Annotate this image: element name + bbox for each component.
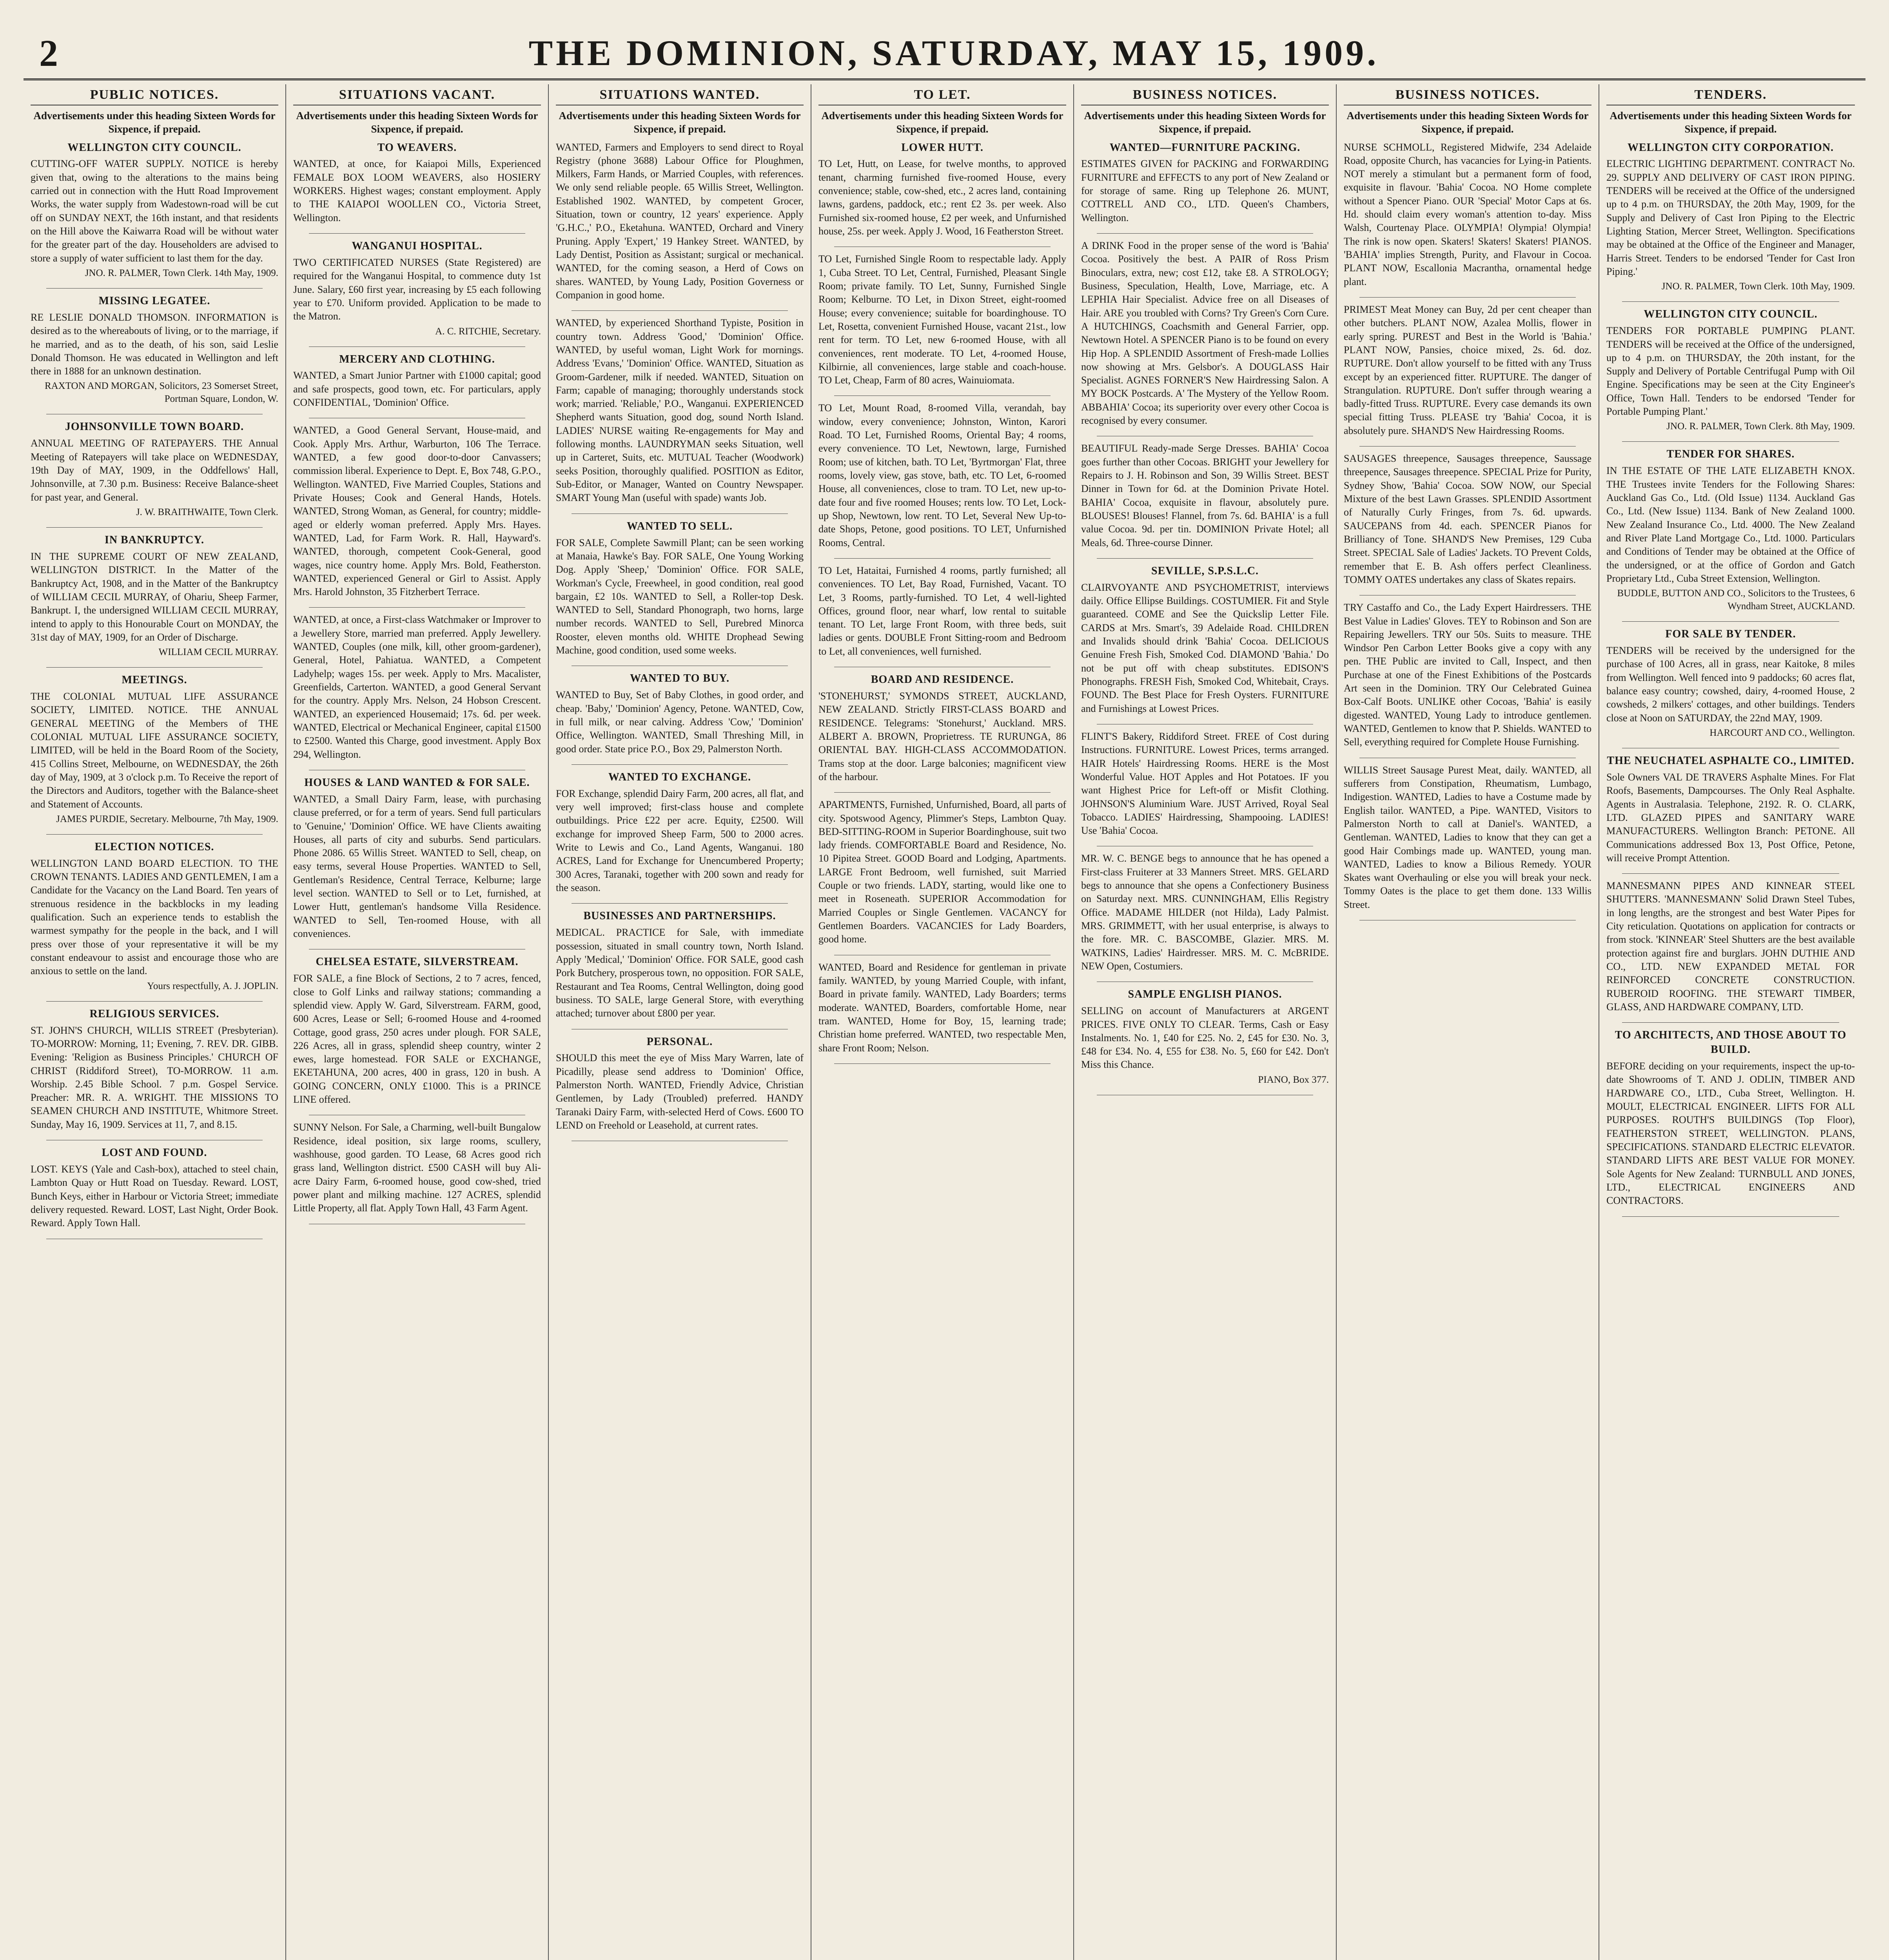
advertisement-signature: JNO. R. PALMER, Town Clerk. 14th May, 1909.: [85, 267, 278, 278]
advertisement: [1606, 754, 1855, 865]
advertisement-heading: WANTED TO EXCHANGE.: [608, 771, 751, 783]
advertisement-body: THE COLONIAL MUTUAL LIFE ASSURANCE SOCIETY, LIMITED. NOTICE. THE ANNUAL GENERAL MEETING of the Members of THE COLONIAL MUTUAL LIFE ASSURANCE SOCIETY, LIMITED, will be held in the Board Room of the Society, 415 Collins Street, Melbourne, on WEDNESDAY, the 26th day of May, 1909, at 3 o'clock p.m. To Receive the report of the Directors and Auditors, together with the Balance-sheet and Statement of Accounts.: [31, 691, 278, 810]
advertisement: [31, 533, 278, 659]
advertisement-signature: BUDDLE, BUTTON AND CO., Solicitors to the Trustees, 6 Wyndham Street, AUCKLAND.: [1617, 588, 1855, 612]
advertisement: [293, 141, 541, 225]
advertisement-body: Sole Owners VAL DE TRAVERS Asphalte Mines. For Flat Roofs, Basements, Dampcourses. The Only Real Asphalte. Agents in Australasia. Telephone, 2192. R. O. CLARK, LTD. GLAZED PIPES and SANITARY WARE MANUFACTURERS. Wellington Branch: PETONE. All Communications addressed Box 13, Post Office, Petone, will receive Prompt Attention.: [1606, 771, 1855, 864]
rate-notice: Advertisements under this heading Sixteen Words for Sixpence, if prepaid.: [1346, 110, 1589, 135]
advertisement: [1606, 627, 1855, 739]
advertisement: [1606, 1028, 1855, 1207]
separator-rule: [1622, 301, 1839, 302]
advertisement-body: TO Let, Mount Road, 8-roomed Villa, verandah, bay window, every convenience; Johnston, Winton, Karori Road. TO Let, Furnished Rooms, Oriental Bay; 4 rooms, every convenience. TO Let, Newtown, large, Furnished Room; use of kitchen, bath. TO Let, 'Byrtmorgan' Flat, three rooms, lovely view, gas stove, bath, etc. TO Let, 6-roomed House, all conveniences, close to tram. TO Let, new up-to-date four and five roomed Houses; rents low. TO Let, Lock-up Shop, Newtown, low rent. TO Let, Several New Up-to-date Shops, Petone, good positions. TO LET, Unfurnished Rooms, Central.: [818, 402, 1066, 548]
advertisement-body: SUNNY Nelson. For Sale, a Charming, well-built Bungalow Residence, ideal position, six large rooms, scullery, washhouse, good garden. TO Lease, 68 Acres good rich grass land, Wellington district. £500 CASH will buy Ali-acre Dairy Farm, 6-roomed house, good cow-shed, tried power plant and milking machine. 127 ACRES, splendid Little Property, all flat. Apply Town Hall, 43 Farm Agent.: [293, 1122, 541, 1214]
advertisement: [818, 252, 1066, 387]
advertisement-body: MEDICAL. PRACTICE for Sale, with immediate possession, situated in small country town, North Island. Apply 'Medical,' 'Dominion' Office. FOR SALE, good cash Pork Butchery, prosperous town, no opposition. FOR SALE, Restaurant and Tea Rooms, Central Wellington, doing good business. TO SALE, large General Store, with everything attached; turnover about £800 per year.: [556, 927, 804, 1019]
column-heading: SITUATIONS VACANT.: [293, 84, 541, 105]
advertisement: [1344, 764, 1591, 911]
advertisement-body: WANTED, at once, for Kaiapoi Mills, Experienced FEMALE BOX LOOM WEAVERS, also HOSIERY WORKERS. Highest wages; constant employment. Apply to THE KAIAPOI WOOLLEN CO., Victoria Street, Wellington.: [293, 158, 541, 223]
advertisement-body: WANTED, a Small Dairy Farm, lease, with purchasing clause preferred, or for a term of years. Send full particulars to 'Genuine,' 'Dominion' Office. WE have Clients awaiting Houses, all parts of city and suburbs. Send particulars. Phone 2086. 65 Willis Street. WANTED to Sell, cheap, on easy terms, several House Properties. WANTED to Sell, Gentleman's Residence, Central Terrace, Kelburne; large level section. WANTED to Sell or to Let, furnished, at Lower Hutt, gentleman's handsome Villa Residence. WANTED to Sell, Ten-roomed House, with all conveniences.: [293, 793, 541, 939]
separator-rule: [46, 527, 263, 528]
advertisement: [31, 673, 278, 826]
advertisement: [1081, 141, 1329, 225]
advertisement-body: WILLIS Street Sausage Purest Meat, daily. WANTED, all sufferers from Constipation, Rheumatism, Lumbago, Indigestion. WANTED, Ladies to have a Costume made by English tailor. WANTED, a Pipe. WANTED, Visitors to Palmerston North to call at Daniel's. WANTED, a Gentleman. WANTED, Ladies to know that they can get a good Hair Combings made up. WANTED, young man. WANTED, Ladies to know a Bilious Remedy. YOUR Skates want Overhauling or else you will break your neck. Tommy Oates is the place to get them done. 133 Willis Street.: [1344, 764, 1591, 910]
advertisement-body: FLINT'S Bakery, Riddiford Street. FREE of Cost during Instructions. FURNITURE. Lowest Prices, terms arranged. HAIR Hotels' Hairdressing Rooms. HERE is the Most Wonderful Value. HOT Apples and Hot Potatoes. IF you want Highest Price for Left-off or Misfit Clothing. JOHNSON'S Aluminium Ware. JUST Arrived, Royal Seal Tobacco. LADIES' Hairdressing, Shampooing. LADIES! Use 'Bahia' Cocoa.: [1081, 730, 1329, 837]
page-number: 2: [39, 32, 58, 74]
advertisement-signature: A. C. RITCHIE, Secretary.: [435, 326, 541, 337]
advertisement-body: SELLING on account of Manufacturers at ARGENT PRICES. FIVE ONLY TO CLEAR. Terms, Cash or Easy Instalments. No. 1, £40 for £25. No. 2, £45 for £30. No. 3, £48 for £34. No. 4, £55 for £38. No. 5, £60 for £42. Don't Miss this Chance.: [1081, 1005, 1329, 1071]
advertisement-body: WANTED to Buy, Set of Baby Clothes, in good order, and cheap. 'Baby,' 'Dominion' Agency, Petone. WANTED, Cow, in full milk, or near calving. Address 'Cow,' 'Dominion' Office, Wellington. WANTED, Small Threshing Mill, in good order. State price P.O., Box 29, Palmerston North.: [556, 689, 804, 755]
advertisement-body: FOR Exchange, splendid Dairy Farm, 200 acres, all flat, and very well improved; first-class house and complete outbuildings. Price £22 per acre. Equity, £2500. Will exchange for improved Sheep Farm, 500 to 2000 acres. Write to Lewis and Co., Land Agents, Wanganui. 180 ACRES, Land for Exchange for Unencumbered Property; 300 Acres, Taranaki, together with 200 sown and ready for the season.: [556, 788, 804, 894]
advertisement-signature: Yours respectfully, A. J. JOPLIN.: [147, 980, 278, 991]
advertisement: [293, 352, 541, 410]
separator-rule: [1359, 297, 1576, 298]
advertisement-body: WANTED, Farmers and Employers to send direct to Royal Registry (phone 3688) Labour Office for Ploughmen, Milkers, Farm Hands, or Married Couples, with references. We only send reliable people. 65 Willis Street, Wellington. Established 1902. WANTED, by competent Grocer, Situation, town or country, 12 years' experience. Apply 'G.H.C.,' P.O., Eketahuna. WANTED, Orchard and Vinery Pruning. Apply 'Expert,' 19 Hankey Street. WANTED, by Lady Dentist, Position as Assistant; surgical or mechanical. WANTED, for the coming season, a Herd of Cows on shares. WANTED, by Young Lady, Position Governess or Companion in good home.: [556, 141, 804, 301]
advertisement: [818, 141, 1066, 238]
advertisement: [1344, 452, 1591, 586]
advertisement-signature: PIANO, Box 377.: [1258, 1074, 1329, 1085]
advertisement: [818, 564, 1066, 658]
advertisement: [293, 424, 541, 599]
advertisement-heading: LOWER HUTT.: [901, 141, 984, 154]
advertisement-body: TENDERS will be received by the undersigned for the purchase of 100 Acres, all in grass, near Kaitoke, 8 miles from Wellington. Well fenced into 9 paddocks; 60 acres flat, balance easy country; cowshed, dairy, 4-roomed House, 2 cowsheds, 2 milkers' cottages, and other buildings. Tenders close at Noon on SATURDAY, the 22nd MAY, 1909.: [1606, 645, 1855, 724]
advertisement-body: ANNUAL MEETING OF RATEPAYERS. THE Annual Meeting of Ratepayers will take place on WEDNESDAY, 19th Day of MAY, 1909, in the Oddfellows' Hall, Johnsonville, at 7.30 p.m. Business: Receive Balance-sheet for past year, and General.: [31, 437, 278, 503]
separator-rule: [1622, 1022, 1839, 1023]
advertisement-body: SHOULD this meet the eye of Miss Mary Warren, late of Picadilly, please send address to 'Dominion' Office, Palmerston North. WANTED, Friendly Advice, Christian Gentlemen, by Lady (Troubled) preferred. HANDY Taranaki Dairy Farm, with-selected Herd of Cows. £600 TO LEND on Freehold or Leasehold, at current rates.: [556, 1052, 804, 1131]
advertisement-body: FOR SALE, a fine Block of Sections, 2 to 7 acres, fenced, close to Golf Links and railway stations; commanding a splendid view. Apply W. Gard, Silverstream. FARM, good, 600 Acres, Lease or Sell; 6-roomed House and 4-roomed Cottage, good grass, 250 acres under plough. FOR SALE, 226 Acres, all in grass, splendid sheep country, winter 2 ewes, large homestead. FOR SALE or EXCHANGE, EKETAHUNA, 200 acres, 400 in grass, 120 in bush. A GOING CONCERN, ONLY £1000. This is a PRINCE LINE offered.: [293, 973, 541, 1105]
advertisement: [31, 141, 278, 279]
advertisement-heading: WELLINGTON CITY CORPORATION.: [1627, 141, 1834, 154]
advertisement-heading: LOST AND FOUND.: [102, 1147, 207, 1159]
advertisement: [1344, 141, 1591, 289]
column-2: [286, 84, 549, 1960]
advertisement: [1606, 307, 1855, 433]
advertisement-body: RE LESLIE DONALD THOMSON. INFORMATION is desired as to the whereabouts of living, or to the marriage, if he married, and as to the death, of his son, said Leslie Donald Thomson. He was educated in Wellington and left there in 1888 for an unknown destination.: [31, 311, 278, 377]
advertisement: [1606, 879, 1855, 1014]
column-container: [24, 84, 1865, 1960]
advertisement: [818, 401, 1066, 549]
column-6: [1337, 84, 1599, 1960]
advertisement-body: FOR SALE, Complete Sawmill Plant; can be seen working at Manaia, Hawke's Bay. FOR SALE, One Young Working Dog. Apply 'Sheep,' 'Dominion' Office. FOR SALE, Workman's Cycle, Freewheel, in good condition, real good bargain, £2 10s. WANTED to Sell, a Roller-top Desk. WANTED to Sell, Standard Phonograph, two horns, large number records. WANTED to Sell, Purebred Minorca Rooster, eleven months old. WHITE Drophead Sewing Machine, good condition, used some weeks.: [556, 537, 804, 656]
rate-notice: Advertisements under this heading Sixteen Words for Sixpence, if prepaid.: [296, 110, 538, 135]
advertisement-heading: TO ARCHITECTS, AND THOSE ABOUT TO BUILD.: [1615, 1029, 1847, 1056]
advertisement: [293, 1121, 541, 1215]
column-4: [811, 84, 1074, 1960]
advertisement-heading: WANTED TO BUY.: [630, 672, 729, 685]
separator-rule: [46, 667, 263, 668]
advertisement-signature: JAMES PURDIE, Secretary. Melbourne, 7th May, 1909.: [56, 813, 278, 824]
advertisement: [556, 1035, 804, 1132]
advertisement: [293, 955, 541, 1106]
advertisement-heading: MERCERY AND CLOTHING.: [339, 353, 495, 365]
rate-notice: Advertisements under this heading Sixteen Words for Sixpence, if prepaid.: [559, 110, 801, 135]
advertisement-body: NURSE SCHMOLL, Registered Midwife, 234 Adelaide Road, opposite Church, has vacancies for Lying-in Patients. NOT merely a stimulant but a permanent form of food, exquisite in flavour. 'Bahia' Cocoa. NO Home complete without a Spencer Piano. OUR 'Special' Motor Caps at 6s. Hd. should claim every woman's attention to-day. Miss Walsh, Courtenay Place. OLYMPIA! Olympia! Olympia! The rink is now open. Skaters! Skaters! Skaters! PIANOS. 'BAHIA' implies Strength, Purity, and Flavour in Cocoa. PLANT NOW, Escallonia Macrantha, ornamental hedge plant.: [1344, 141, 1591, 287]
advertisement-signature: HARCOURT AND CO., Wellington.: [1709, 728, 1855, 738]
advertisement: [556, 316, 804, 505]
advertisement-heading: MEETINGS.: [122, 674, 187, 686]
advertisement-heading: RELIGIOUS SERVICES.: [89, 1007, 220, 1020]
advertisement-body: CLAIRVOYANTE AND PSYCHOMETRIST, interviews daily. Office Ellipse Buildings. COSTUMIER. Fit and Style guaranteed. COME and See the Quickslip Letter File. CARDS at Mrs. Smart's, 39 Adelaide Road. CHILDREN and Invalids should drink 'Bahia' Cocoa. DELICIOUS Genuine Fresh Fish, Smoked Cod. DIAMOND 'Bahia.' Do not be put off with cheap substitutes. EDISON'S Phonographs. FRESH Fish, Smoked Cod, Whitebait, Crays. FOUND. The Best Place for Fresh Oysters. FURNITURE and Furnishings at Lowest Prices.: [1081, 581, 1329, 714]
advertisement-signature: WILLIAM CECIL MURRAY.: [158, 647, 278, 658]
advertisement-body: PRIMEST Meat Money can Buy, 2d per cent cheaper than other butchers. PLANT NOW, Azalea Mollis, flower in early spring. PUREST and Best in the World is 'Bahia.' PLANT NOW, Pansies, choice mixed, 2s. 6d. doz. RUPTURE. Don't allow yourself to be fitted with any Truss except by an experienced fitter. RUPTURE. The danger of Strangulation. RUPTURE. Don't suffer through wearing a badly-fitted Truss. RUPTURE. Every case demands its own special fitting Truss. PLEASE try 'Bahia' Cocoa, it is absolutely pure. SHAND'S New Hairdressing Rooms.: [1344, 303, 1591, 436]
column-7: [1599, 84, 1862, 1960]
advertisement: [818, 798, 1066, 946]
rate-notice: Advertisements under this heading Sixteen Words for Sixpence, if prepaid.: [1610, 110, 1852, 135]
advertisement-body: IN THE SUPREME COURT OF NEW ZEALAND, WELLINGTON DISTRICT. In the Matter of the Bankruptcy Act, 1908, and in the Matter of the Bankruptcy of WILLIAM CECIL MURRAY, of Ohariu, Sheep Farmer, Bankrupt. I, the undersigned WILLIAM CECIL MURRAY, intend to apply to this Honourable Court on MONDAY, the 31st day of MAY, 1909, for an Order of Discharge.: [31, 550, 278, 643]
advertisement-signature: RAXTON AND MORGAN, Solicitors, 23 Somerset Street, Portman Square, London, W.: [44, 381, 278, 405]
advertisement-body: ELECTRIC LIGHTING DEPARTMENT. CONTRACT No. 29. SUPPLY AND DELIVERY OF CAST IRON PIPING. TENDERS will be received at the Office of the undersigned up to 4 p.m. on THURSDAY, the 20th May, 1909, for the Supply and Delivery of Cast Iron Piping to the Electric Lighting Station, Mercer Street, Wellington. Specifications may be obtained at the Office of the Engineer and Manager, Harris Street. Tenders to be endorsed 'Tender for Cast Iron Piping.': [1606, 158, 1855, 277]
advertisement-body: ST. JOHN'S CHURCH, WILLIS STREET (Presbyterian). TO-MORROW: Morning, 11; Evening, 7. REV. DR. GIBB. Evening: 'Religion as Business Principles.' CHURCH OF CHRIST (Riddiford Street), TO-MORROW. 11 a.m. Worship. 2.45 Bible School. 7 p.m. Gospel Service. Preacher: MR. R. A. WRIGHT. THE MISSIONS TO SEAMEN CHURCH AND INSTITUTE, Whitmore Street. Sunday, May 16, 1909. Services at 11, 7, and 8.15.: [31, 1024, 278, 1130]
rate-notice: Advertisements under this heading Sixteen Words for Sixpence, if prepaid.: [821, 110, 1063, 135]
column-heading: TENDERS.: [1606, 84, 1855, 105]
separator-rule: [46, 834, 263, 835]
advertisement: [31, 294, 278, 406]
masthead: [24, 27, 1865, 80]
advertisement-heading: BUSINESSES AND PARTNERSHIPS.: [583, 910, 776, 922]
advertisement: [1081, 730, 1329, 838]
separator-rule: [1097, 233, 1313, 234]
separator-rule: [834, 558, 1051, 559]
advertisement: [1081, 442, 1329, 550]
separator-rule: [1622, 873, 1839, 874]
advertisement-body: WANTED, Board and Residence for gentleman in private family. WANTED, by young Married Couple, with infant, Board in private family. WANTED, Lady Boarders; terms moderate. WANTED, Boarders, comfortable Home, near tram. WANTED, Home for Boy, 15, learning trade; Christian home preferred. WANTED, two respectable Men, share Front Room; Nelson.: [818, 961, 1066, 1054]
advertisement: [1344, 601, 1591, 749]
advertisement-body: A DRINK Food in the proper sense of the word is 'Bahia' Cocoa. Positively the best. A PAIR of Ross Prism Binoculars, extra, new; cost £12, take £8. A STROLOGY; Business, Speculation, Health, Love, Marriage, etc. A LEPHIA Hair Specialist. Advice free on all Diseases of Hair. ARE you troubled with Corns? Try Green's Corn Cure. A HUTCHINGS, Coachsmith and General Farrier, opp. Newtown Hotel. A SPENCER Piano is to be found on every Hip Hop. A SPLENDID Assortment of Fresh-made Lollies now showing at Mrs. Gelsbor's. A DOUGLASS Hair Specialist. AGNES FORNER'S New Hairdressing Salon. A MY BOCK Postcards. A' The Mystery of the Yellow Room. ABBAHIA' Cocoa; its superiority over every other Cocoa is recognised by every consumer.: [1081, 240, 1329, 426]
advertisement: [1081, 987, 1329, 1086]
advertisement: [556, 141, 804, 302]
advertisement-body: LOST. KEYS (Yale and Cash-box), attached to steel chain, Lambton Quay or Hutt Road on Tuesday. Reward. LOST, Bunch Keys, either in Harbour or Victoria Street; immediate delivery requested. Reward. LOST, Last Night, Order Book. Reward. Apply Town Hall.: [31, 1163, 278, 1229]
advertisement: [293, 613, 541, 761]
separator-rule: [46, 288, 263, 289]
advertisement-body: IN THE ESTATE OF THE LATE ELIZABETH KNOX. THE Trustees invite Tenders for the Following Shares: Auckland Gas Co., Ltd. (Old Issue) 1134. Auckland Gas Co., Ltd. (New Issue) 1134. Bank of New Zealand 1000. New Zealand Insurance Co., Ltd. 4000. The New Zealand and River Plate Land Mortgage Co., Ltd. 1000. Particulars and Conditions of Tender may be obtained at the Office of the undersigned, or at the office of Gordon and Gatch Proprietary Ltd., Cuba Street Extension, Wellington.: [1606, 465, 1855, 584]
advertisement-heading: MISSING LEGATEE.: [98, 294, 210, 307]
advertisement-heading: WANGANUI HOSPITAL.: [352, 240, 483, 252]
advertisement-heading: THE NEUCHATEL ASPHALTE CO., LIMITED.: [1607, 755, 1855, 767]
separator-rule: [572, 310, 788, 311]
advertisement-body: CUTTING-OFF WATER SUPPLY. NOTICE is hereby given that, owing to the alterations to the mains being carried out in connection with the Hutt Road Improvement Works, the water supply from Wadestown-road will be cut off on SUNDAY NEXT, the 16th instant, and that residents on the Hill above the Kaiwarra Road will be without water for the greater part of the day. Householders are advised to store a supply of water sufficient to last them for the day.: [31, 158, 278, 264]
advertisement-heading: IN BANKRUPTCY.: [104, 534, 205, 546]
advertisement-body: WANTED, a Good General Servant, House-maid, and Cook. Apply Mrs. Arthur, Warburton, 106 The Terrace. WANTED, a few good door-to-door Canvassers; commission liberal. Experience to Dept. E, Box 748, G.P.O., Wellington. WANTED, Five Married Couples, Stations and Private Houses; Cook and General Hands, Hotels. WANTED, Strong Woman, as General, for country; middle-aged or elderly woman preferred. Apply Mrs. Hayes. WANTED, Lad, for Farm Work. R. Hall, Hayward's. WANTED, thorough, competent Cook-General, good wages, nice country home. Apply Mrs. Bold, Featherston. WANTED, experienced General or Girl to Assist. Apply Mrs. Harold Johnston, 35 Fitzherbert Terrace.: [293, 425, 541, 598]
advertisement: [31, 1146, 278, 1230]
advertisement-body: MR. W. C. BENGE begs to announce that he has opened a First-class Fruiterer at 33 Manners Street. MRS. GELARD begs to announce that she opens a Confectionery Business on Saturday next. MRS. CUNNINGHAM, Ellis Registry Office. MADAME HILDER (not Hilda), Lady Palmist. MRS. GRIMMETT, with her usual enterprise, is always to the fore. MR. C. BASCOMBE, Glazier. MRS. M. WATKINS, Ladies' Hairdresser. MRS. M. C. McBRIDE. NEW Open, Costumiers.: [1081, 853, 1329, 972]
newspaper-title: THE DOMINION, SATURDAY, MAY 15, 1909.: [528, 33, 1379, 73]
advertisement-signature: JNO. R. PALMER, Town Clerk. 8th May, 1909.: [1666, 421, 1855, 432]
separator-rule: [1622, 1216, 1839, 1217]
column-heading: BUSINESS NOTICES.: [1344, 84, 1591, 105]
advertisement: [1081, 564, 1329, 715]
advertisement-heading: SEVILLE, S.P.S.L.C.: [1151, 564, 1259, 577]
advertisement: [556, 519, 804, 657]
advertisement-body: SAUSAGES threepence, Sausages threepence, Saussage threepence, Sausages threepence. SPECIAL Prize for Purity, Sydney Show, 'Bahia' Cocoa. SOW NOW, our Special Mixture of the best Lawn Grasses. SPLENDID Assortment of Naturally Curly Fringes, from 7s. 6d. upwards. SAUCEPANS from 4d. each. SPENCER Pianos for Brilliancy of Tone. SHAND'S New Premises, 129 Cuba Street. SPECIAL Sale of Ladies' Jackets. TO Prevent Colds, remember that E. B. Ash offers perfect Cleanliness. TOMMY OATES undertakes any class of Skates repairs.: [1344, 453, 1591, 585]
advertisement-body: TENDERS FOR PORTABLE PUMPING PLANT. TENDERS will be received at the Office of the undersigned, up to 4 p.m. on THURSDAY, the 20th instant, for the Supply and Delivery of Portable Centrifugal Pump with Oil Engine. Specifications may be seen at the City Engineer's Office, Town Hall. Tenders to be endorsed 'Tender for Portable Pumping Plant.': [1606, 325, 1855, 417]
advertisement-body: TO Let, Hutt, on Lease, for twelve months, to approved tenant, charming furnished five-roomed House, every convenience; stable, cow-shed, etc., 2 acres land, containing lawns, gardens, paddock, etc.; rent £2 3s. per week. Also Furnished six-roomed house, £2 per week, and Unfurnished house, 25s. per week. Apply J. Wood, 16 Featherston Street.: [818, 158, 1066, 237]
separator-rule: [834, 1063, 1051, 1064]
advertisement: [818, 673, 1066, 784]
advertisement: [1606, 447, 1855, 613]
advertisement-body: TWO CERTIFICATED NURSES (State Registered) are required for the Wanganui Hospital, to commence duty 1st June. Salary, £60 first year, increasing by £5 each following year to £70. Uniform provided. Application to be made to the Matron.: [293, 256, 541, 322]
advertisement: [556, 909, 804, 1020]
advertisement-body: BEFORE deciding on your requirements, inspect the up-to-date Showrooms of T. AND J. ODLIN, TIMBER AND HARDWARE CO., LTD., Cuba Street, Wellington. H. MOULT, ELECTRICAL ENGINEER. LIFTS FOR ALL PURPOSES. ROUTH'S BUILDINGS (Top Floor), FEATHERSTON STREET, WELLINGTON. PLANS, SPECIFICATIONS. STANDARD ELECTRIC ELEVATOR. STANDARD LIFTS ARE BEST VALUE FOR MONEY. Sole Agents for New Zealand: TURNBULL AND JONES, LTD., ELECTRICAL ENGINEERS AND CONTRACTORS.: [1606, 1060, 1855, 1207]
advertisement-heading: WANTED TO SELL.: [627, 520, 733, 532]
advertisement-heading: FOR SALE BY TENDER.: [1665, 628, 1796, 641]
advertisement: [1606, 141, 1855, 293]
advertisement-body: APARTMENTS, Furnished, Unfurnished, Board, all parts of city. Spotswood Agency, Plimmer's Steps, Lambton Quay. BED-SITTING-ROOM in Superior Boardinghouse, suit two lady friends. COMFORTABLE Board and Residence, No. 10 Pipitea Street. GOOD Board and Lodging, Apartments. LARGE Front Bedroom, well furnished, suit Married Couple or two friends. LADY, starting, would like one to meet in Roseneath. SUPERIOR Accommodation for Married Couples or Single Gentlemen. VACANCY for Gentlemen Boarders. VACANCIES for Lady Boarders, good home.: [818, 799, 1066, 945]
separator-rule: [1622, 621, 1839, 622]
column-5: [1074, 84, 1337, 1960]
advertisement-heading: CHELSEA ESTATE, SILVERSTREAM.: [316, 956, 519, 968]
advertisement-heading: WELLINGTON CITY COUNCIL.: [67, 141, 241, 154]
advertisement: [31, 1007, 278, 1131]
advertisement-heading: JOHNSONVILLE TOWN BOARD.: [65, 421, 244, 433]
column-heading: SITUATIONS WANTED.: [556, 84, 804, 105]
advertisement: [1081, 852, 1329, 973]
column-1: [24, 84, 286, 1960]
advertisement-heading: ELECTION NOTICES.: [94, 840, 214, 853]
advertisement-heading: TENDER FOR SHARES.: [1666, 448, 1795, 461]
advertisement-body: TRY Castaffo and Co., the Lady Expert Hairdressers. THE Best Value in Ladies' Gloves. TEY to Robinson and Son are Repairing Jewellers. TRY our 50s. Suits to measure. THE Windsor Pen Carbon Letter Books give a copy with any pen. THE Public are invited to Call, Inspect, and then Purchase at one of the Finest Exhibitions of the Postcards Art seen in the Dominion. TRY Our Celebrated Guinea Box-Calf Boots. UNLIKE other Cocoas, 'Bahia' is easily digested. WANTED, Young Lady to introduce gentlemen. WANTED, Gentlemen to know that P. Shields. WANTED to Sell, everything required for Complete House Furnishing.: [1344, 602, 1591, 748]
separator-rule: [834, 792, 1051, 793]
separator-rule: [309, 607, 525, 608]
separator-rule: [1622, 441, 1839, 442]
column-heading: TO LET.: [818, 84, 1066, 105]
advertisement-body: MANNESMANN PIPES AND KINNEAR STEEL SHUTTERS. 'MANNESMANN' Solid Drawn Steel Tubes, in long lengths, are the strongest and best Water Pipes for City reticulation. Quotations on application for contracts or from stock. 'KINNEAR' Steel Shutters are the best available protection against fire and burglars. JOHN DUTHIE AND CO., LTD. NEW EXPANDED METAL FOR REINFORCED CONCRETE CONSTRUCTION. RUBEROID ROOFING. THE STEWART TIMBER, GLASS, AND HARDWARE COMPANY, LTD.: [1606, 880, 1855, 1013]
separator-rule: [46, 1001, 263, 1002]
advertisement-body: TO Let, Hataitai, Furnished 4 rooms, partly furnished; all conveniences. TO Let, Bay Road, Furnished, Vacant. TO Let, 3 Rooms, partly-furnished. TO Let, 4 well-lighted Offices, ground floor, near wharf, low rental to suitable tenant. TO Let, large Front Room, with three beds, suit ladies or gents. DOUBLE Front Sitting-room and Bedroom to Let, all conveniences, well furnished.: [818, 564, 1066, 657]
advertisement-body: WELLINGTON LAND BOARD ELECTION. TO THE CROWN TENANTS. LADIES AND GENTLEMEN, I am a Candidate for the Vacancy on the Land Board. Ten years of strenuous residence in the backblocks in my leading qualification. Such an experience tends to establish the warmest sympathy for the people in the back, and I will press over those of your representative it will be my constant endeavour to assist and encourage those who are anxious to settle on the land.: [31, 857, 278, 977]
advertisement-heading: HOUSES & LAND WANTED & FOR SALE.: [304, 776, 530, 789]
advertisement: [556, 671, 804, 756]
advertisement-body: WANTED, by experienced Shorthand Typiste, Position in country town. Address 'Good,' 'Dominion' Office. WANTED, by useful woman, Light Work for mornings. Address 'Evans,' 'Dominion' Office. WANTED, Situation as Groom-Gardener, milk if needed. WANTED, Situation on Farm; capable of managing; thoroughly understands stock work; married. 'Reliable,' P.O., Wanganui. EXPERIENCED Shepherd wants Situation, good dog, sound North Island. LADIES' NURSE waiting Re-engagements for May and following months. LAUNDRYMAN seeks Situation, well up in Carteret, Suits, etc. MUTUAL Teacher (Woodwork) seeks Position, thoroughly qualified. POSITION as Editor, Sub-Editor, or Manager, Wanted on Country Newspaper. SMART Young Man (useful with spade) wants Job.: [556, 317, 804, 504]
advertisement: [293, 239, 541, 338]
advertisement-heading: WELLINGTON CITY COUNCIL.: [1644, 308, 1818, 321]
advertisement-heading: PERSONAL.: [646, 1035, 713, 1048]
advertisement-body: ESTIMATES GIVEN for PACKING and FORWARDING FURNITURE and EFFECTS to any port of New Zealand or for storage of same. Ring up Telephone 26. MUNT, COTTRELL AND CO., LTD. Queen's Chambers, Wellington.: [1081, 158, 1329, 223]
advertisement-signature: JNO. R. PALMER, Town Clerk. 10th May, 1909.: [1661, 281, 1855, 292]
column-heading: BUSINESS NOTICES.: [1081, 84, 1329, 105]
separator-rule: [309, 233, 525, 234]
separator-rule: [572, 764, 788, 765]
advertisement: [1344, 303, 1591, 437]
advertisement-body: BEAUTIFUL Ready-made Serge Dresses. BAHIA' Cocoa goes further than other Cocoas. BRIGHT your Jewellery for Repairs to J. H. Robinson and Son, 39 Willis Street. BEST Dinner in Town for 6d. at the Dominion Private Hotel. BAHIA' Cocoa, exquisite in flavour, absolutely pure. BLOUSES! Blouses! Flannel, from 7s. 6d. BAHIA' is a full value Cocoa. 9d. per tin. DOMINION Private Hotel; all Meals, 6d. Three-course Dinner.: [1081, 443, 1329, 548]
separator-rule: [572, 903, 788, 904]
advertisement: [293, 776, 541, 940]
column-heading: PUBLIC NOTICES.: [31, 84, 278, 105]
advertisement-heading: SAMPLE ENGLISH PIANOS.: [1128, 988, 1282, 1001]
advertisement: [818, 961, 1066, 1055]
advertisement-body: WANTED, a Smart Junior Partner with £1000 capital; good and safe prospects, good town, etc. For particulars, apply CONFIDENTIAL, 'Dominion' Office.: [293, 370, 541, 408]
advertisement-heading: WANTED—FURNITURE PACKING.: [1109, 141, 1301, 154]
advertisement-body: WANTED, at once, a First-class Watchmaker or Improver to a Jewellery Store, married man preferred. Apply Jewellery. WANTED, Couples (one milk, kill, other groom-gardener), General, Hotel, Pahiatua. WANTED, a Competent Ladyhelp; wages 15s. per week. Apply to Mrs. Macalister, Greenfields, Carterton. WANTED, a good General Servant for the country. Apply Mrs. Nelson, 24 Hobson Crescent. WANTED, an experienced Housemaid; 17s. 6d. per week. WANTED, Electrical or Mechanical Engineer, capital £1500 to £2500. Wanted this Charge, good investment. Apply Box 294, Wellington.: [293, 614, 541, 760]
advertisement-signature: J. W. BRAITHWAITE, Town Clerk.: [136, 506, 278, 517]
column-3: [549, 84, 811, 1960]
rate-notice: Advertisements under this heading Sixteen Words for Sixpence, if prepaid.: [1084, 110, 1326, 135]
advertisement-body: 'STONEHURST,' SYMONDS STREET, AUCKLAND, NEW ZEALAND. Strictly FIRST-CLASS BOARD and RESIDENCE. Telegrams: 'Stonehurst,' Auckland. MRS. ALBERT A. BROWN, Proprietress. TE RURUNGA, 86 ORIENTAL BAY. HIGH-CLASS ACCOMMODATION. Trams stop at the door. Large balconies; magnificent view of the harbour.: [818, 690, 1066, 782]
rate-notice: Advertisements under this heading Sixteen Words for Sixpence, if prepaid.: [33, 110, 276, 135]
advertisement-heading: TO WEAVERS.: [377, 141, 457, 154]
separator-rule: [1097, 558, 1313, 559]
advertisement-body: TO Let, Furnished Single Room to respectable lady. Apply 1, Cuba Street. TO Let, Central, Furnished, Pleasant Single Room; private family. TO Let, Sunny, Furnished Single Room; Kelburne. TO Let, in Dixon Street, eight-roomed House; every convenience; suitable for boardinghouse. TO Let, Rosetta, convenient Furnished House, vacant 21st., low rent for term. TO Let, new 6-roomed House, with all conveniences, rent moderate. TO Let, 4-roomed House, Kilbirnie, all conveniences, large stable and coach-house. TO Let, Cheap, Farm of 80 acres, Wainuiomata.: [818, 253, 1066, 386]
advertisement: [1081, 239, 1329, 427]
advertisement: [31, 420, 278, 519]
advertisement: [31, 840, 278, 993]
advertisement: [556, 770, 804, 895]
advertisement-heading: BOARD AND RESIDENCE.: [871, 673, 1014, 686]
